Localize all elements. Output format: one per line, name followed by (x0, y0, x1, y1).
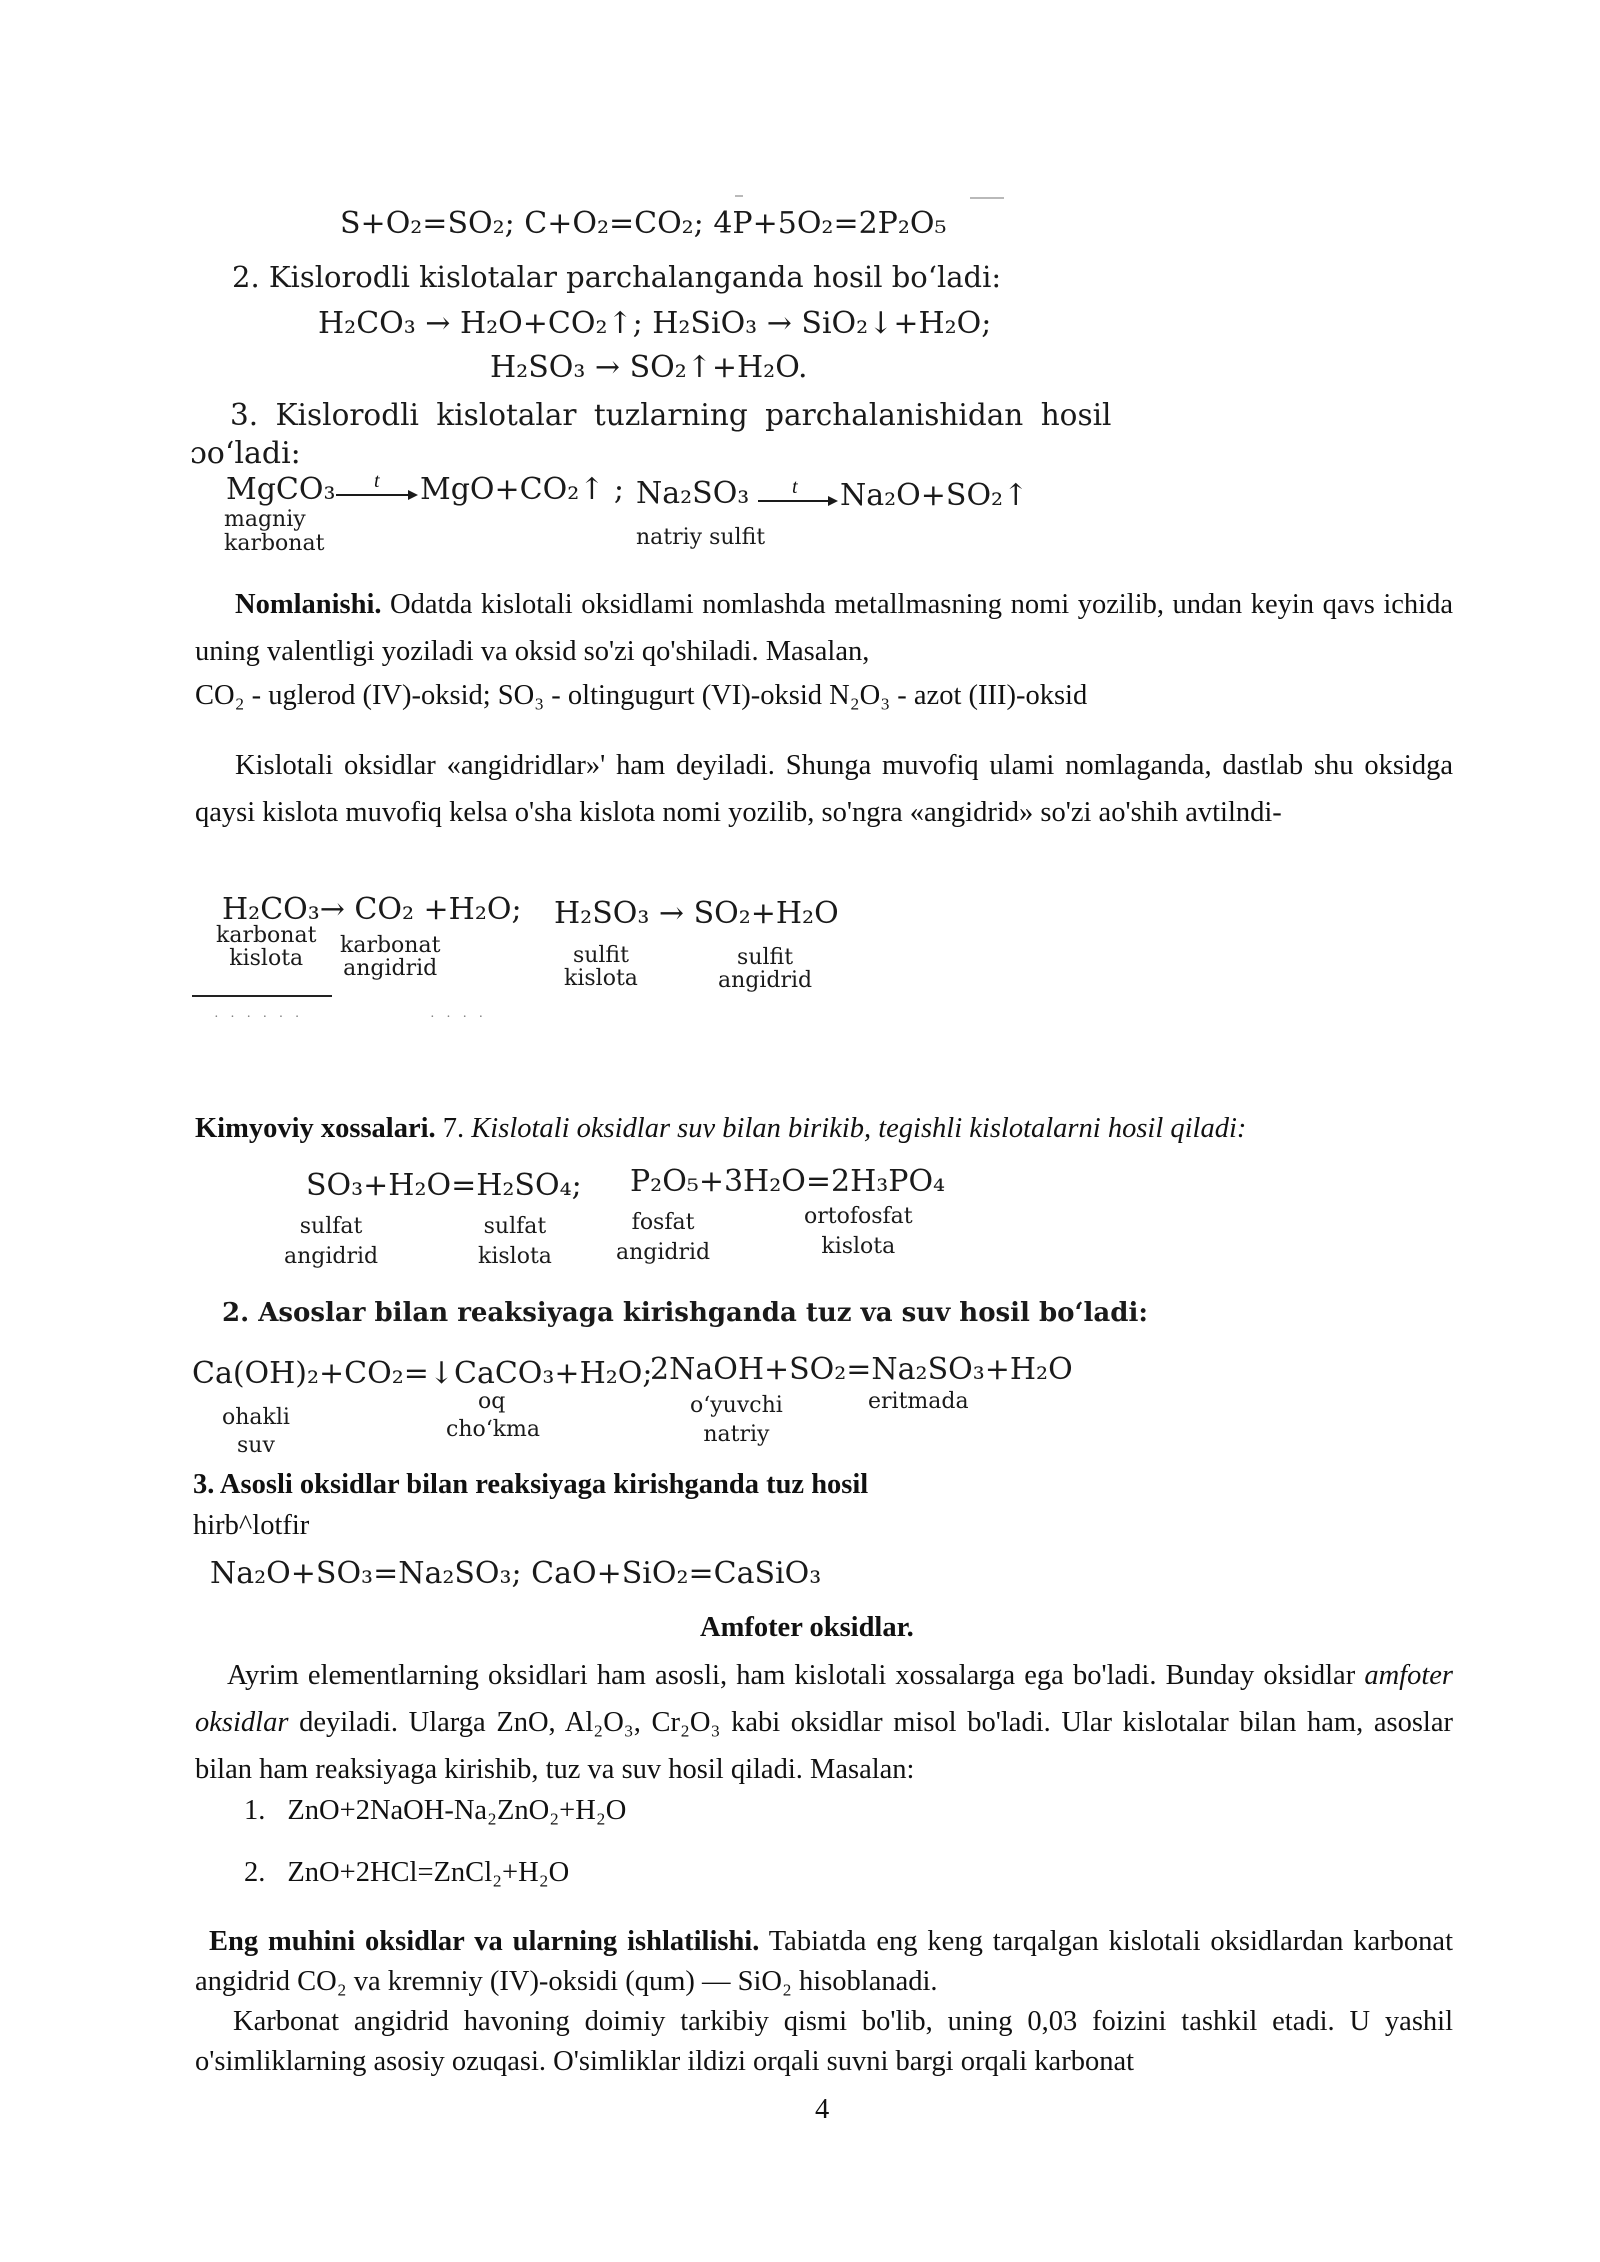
scan-noise: · · · · (430, 1010, 488, 1025)
important-oxides-paragraph (195, 1922, 1453, 2002)
formula-combustion: S+O₂=SO₂; C+O₂=CO₂; 4P+5O₂=2P₂O₅ (340, 206, 947, 241)
page-number: 4 (815, 2094, 830, 2125)
heat-label: t (374, 470, 380, 492)
formula-acid-decomposition-2: H₂SO₃ → SO₂↑+H₂O. (490, 350, 808, 385)
basic-oxides-heading: 3. Asosli oksidlar bilan reaksiyaga kirishganda tuz hosil (193, 1469, 869, 1500)
item-2-text: 2. Kislorodli kislotalar parchalanganda hosil bo‘ladi: (232, 260, 1002, 294)
heat-arrow (336, 494, 416, 496)
label-sulfit-kislota: sulfit kislota (564, 943, 638, 992)
formula-sulfurous: H₂SO₃ → SO₂+H₂O (554, 896, 839, 931)
label-ohakli-suv: ohakli suv (222, 1405, 290, 1458)
naming-paragraph (195, 581, 1453, 675)
list-number: 2. (244, 1857, 266, 1888)
label-fosfat-angidrid: fosfat angidrid (616, 1210, 711, 1265)
formula-naoh: 2NaOH+SO₂=Na₂SO₃+H₂O (650, 1352, 1073, 1387)
amphoteric-heading: Amfoter oksidlar. (700, 1612, 914, 1643)
list-formula: ZnO+2NaOH-Na₂ZnO₂+H₂O (287, 1795, 627, 1826)
scan-noise (970, 197, 1004, 199)
important-oxides-text: Tabiatda eng keng tarqalgan kislotali oksidlardan karbonat angidrid CO₂ va kremniy (IV)-oksidi (qum) — SiO₂ hisoblanadi. (195, 1926, 1454, 1997)
heat-arrow (758, 500, 836, 502)
carbon-dioxide-paragraph: Karbonat angidrid havoning doimiy tarkibiy qismi bo'lib, uning 0,03 foizini tashkil etadi. U yashil o'simliklarning asosiy ozuqasi. O'simliklar ildizi orqali suvni bargi orqali karbonat (195, 2006, 1453, 2077)
label-magniy: magniy (224, 507, 306, 532)
label-natriy-sulfit: natriy sulfit (636, 525, 766, 550)
chemical-properties-heading: Kimyoviy xossalari. (195, 1113, 436, 1144)
list-number: 1. (244, 1795, 266, 1826)
scan-noise: · · · · · · (214, 1010, 304, 1025)
chemical-properties-text: Kislotali oksidlar suv bilan birikib, tegishli kislotalarni hosil qiladi: (471, 1113, 1247, 1144)
formula-na2o: Na₂O+SO₂↑ (840, 478, 1029, 513)
label-chokma: cho‘kma (446, 1417, 541, 1442)
formula-acid-decomposition-1: H₂CO₃ → H₂O+CO₂↑; H₂SiO₃ → SiO₂↓+H₂O; (318, 306, 992, 341)
naming-text: Odatda kislotali oksidlami nomlashda metallmasning nomi yozilib, undan keyin qavs ichida uning valentligi yoziladi va oksid so'zi qo'shiladi. Masalan, (195, 589, 1453, 667)
label-sulfit-angidrid: sulfit angidrid (718, 945, 813, 994)
label-oyuvchi-natriy: o‘yuvchi natriy (690, 1393, 783, 1447)
naming-heading: Nomlanishi. (235, 589, 382, 620)
heat-label: t (792, 476, 798, 498)
list-item (244, 1857, 569, 1889)
formula-mgo: MgO+CO₂↑ ; (420, 472, 625, 507)
list-item (244, 1795, 626, 1827)
label-karbonat: karbonat (224, 531, 325, 556)
formula-mgco3: MgCO₃ (226, 472, 336, 507)
item-number: 7. (435, 1113, 472, 1144)
chemical-properties-line (195, 1113, 1246, 1145)
important-oxides-heading: Eng muhini oksidlar va ularning ishlatilishi. (209, 1926, 760, 1957)
scan-rule (192, 995, 332, 997)
label-sulfat-kislota: sulfat kislota (478, 1214, 552, 1269)
label-karbonat-angidrid: karbonat angidrid (340, 933, 441, 982)
item-3-text: 3. Kislorodli kislotalar tuzlarning parchalanishidan hosil (230, 398, 1112, 432)
amphoteric-paragraph (195, 1652, 1453, 1793)
naming-examples: CO₂ - uglerod (IV)-oksid; SO₃ - oltingugurt (VI)-oksid N₂O₃ - azot (III)-oksid (195, 680, 1088, 711)
formula-salt: Na₂O+SO₃=Na₂SO₃; CaO+SiO₂=CaSiO₃ (210, 1556, 822, 1591)
label-ortofosfat-kislota: ortofosfat kislota (804, 1204, 913, 1259)
list-formula: ZnO+2HCl=ZnCl₂+H₂O (287, 1857, 570, 1888)
label-sulfat-angidrid: sulfat angidrid (284, 1214, 379, 1269)
label-eritmada: eritmada (868, 1389, 969, 1414)
formula-so3: SO₃+H₂O=H₂SO₄; (306, 1168, 582, 1203)
formula-caoh2: Ca(OH)₂+CO₂=↓CaCO₃+H₂O; (192, 1356, 653, 1391)
item-3-text-cont: ɔo‘ladi: (190, 436, 301, 471)
garbled-text: hirb^lotfir (193, 1510, 310, 1541)
amphoteric-text-2: deyiladi. Ularga ZnO, Al₂O₃, Cr₂O₃ kabi oksidlar misol bo'ladi. Ular kislotalar bilan ham, asoslar bilan ham reaksiyaga kirishib, tuz va suv hosil qiladi. Masalan: (195, 1707, 1453, 1785)
bases-heading: 2. Asoslar bilan reaksiyaga kirishganda tuz va suv hosil bo‘ladi: (222, 1298, 1148, 1328)
scan-noise (735, 195, 743, 197)
formula-na2so3: Na₂SO₃ (636, 476, 750, 511)
label-karbonat-kislota: karbonat kislota (216, 923, 317, 972)
formula-p2o5: P₂O₅+3H₂O=2H₃PO₄ (630, 1164, 946, 1199)
formula-carbonic: H₂CO₃→ CO₂ +H₂O; (222, 892, 522, 927)
anhydride-paragraph: Kislotali oksidlar «angidridlar»' ham deyiladi. Shunga muvofiq ulami nomlaganda, dastlab shu oksidga qaysi kislota muvofiq kelsa o'sha kislota nomi yozilib, so'ngra «angidrid» so'zi ao'shih avtilndi- (195, 750, 1453, 828)
amphoteric-term: amfoter oksidlar (195, 1660, 1453, 1738)
label-oq: oq (478, 1389, 506, 1414)
amphoteric-text-1: Ayrim elementlarning oksidlari ham asosli, ham kislotali xossalarga ega bo'ladi. Bunday oksidlar (227, 1660, 1365, 1691)
